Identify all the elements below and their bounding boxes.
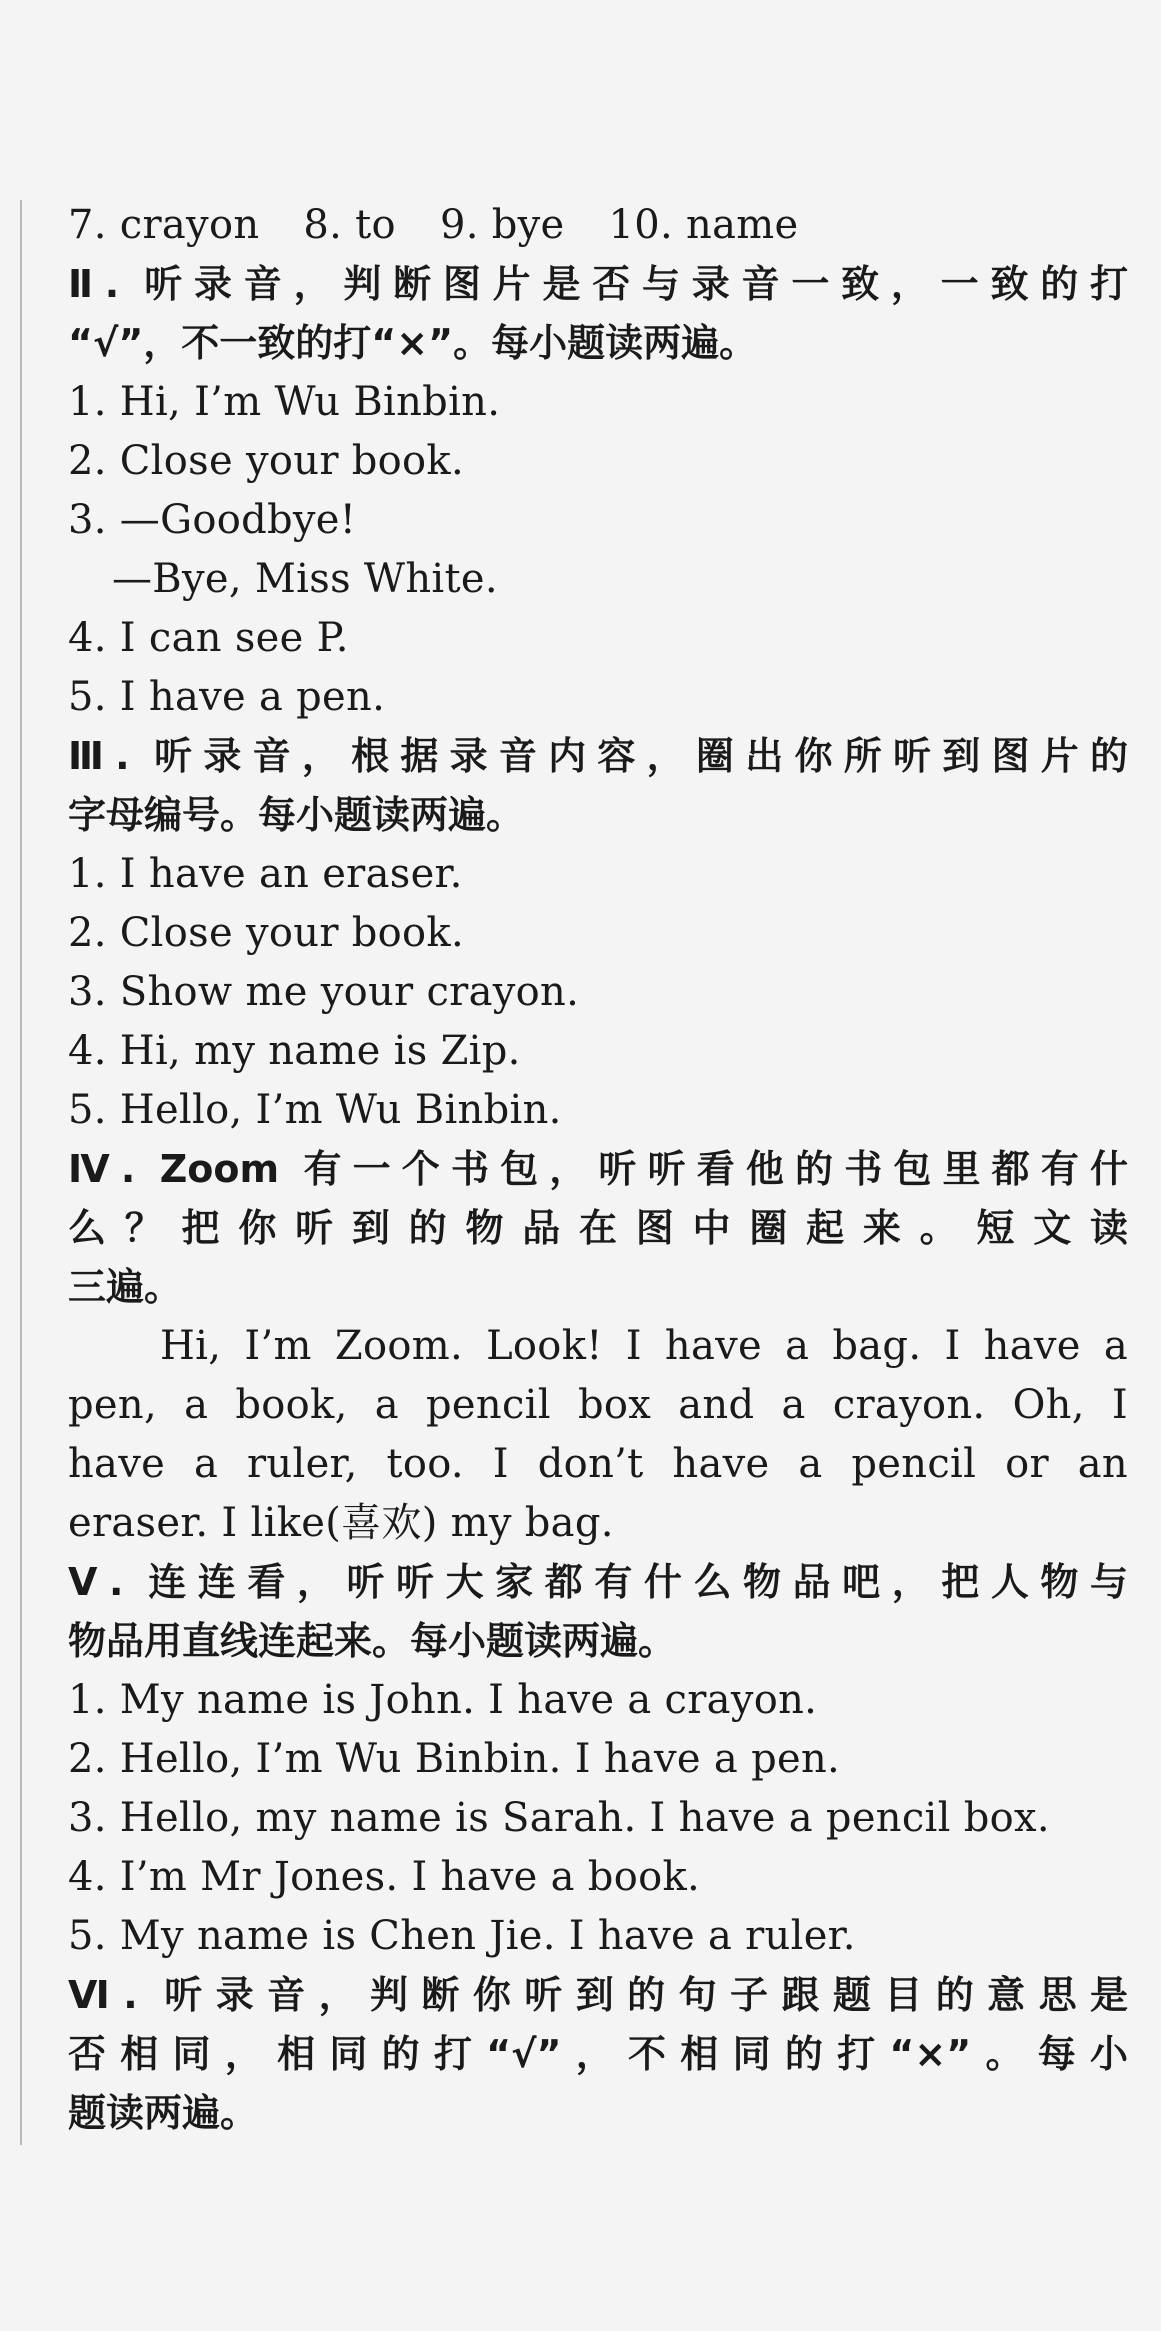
margin-rule	[20, 200, 22, 2145]
section-2-item-1: 1. Hi, I’m Wu Binbin.	[68, 379, 501, 425]
section-3-item-2: 2. Close your book.	[68, 910, 464, 956]
section-5-item-1: 1. My name is John. I have a crayon.	[68, 1677, 818, 1723]
answer-7: 7. crayon	[68, 202, 260, 248]
section-2-item-5: 5. I have a pen.	[68, 674, 386, 720]
section-5-item-5: 5. My name is Chen Jie. I have a ruler.	[68, 1913, 856, 1959]
answer-key-line	[68, 196, 1128, 255]
section-4-passage-line-2: pen, a book, a pencil box and a crayon. Oh, I	[68, 1382, 1128, 1428]
section-4-heading-line-1: Ⅳ. Zoom 有一个书包，听听看他的书包里都有什	[68, 1147, 1128, 1191]
page-content	[68, 196, 1128, 2143]
section-5-heading-line-1: Ⅴ. 连连看，听听大家都有什么物品吧，把人物与	[68, 1560, 1128, 1604]
section-6-heading-line-2: 否相同，相同的打“√”，不相同的打“×”。每小	[68, 2032, 1128, 2076]
section-3-item-5: 5. Hello, I’m Wu Binbin.	[68, 1087, 562, 1133]
section-2-heading-line-2: “√”，不一致的打“×”。每小题读两遍。	[68, 321, 758, 365]
section-4-heading-line-3: 三遍。	[68, 1265, 183, 1309]
section-3-heading-line-1: Ⅲ. 听录音，根据录音内容，圈出你所听到图片的	[68, 734, 1128, 778]
section-3-heading-line-2: 字母编号。每小题读两遍。	[68, 793, 525, 837]
section-5-item-4: 4. I’m Mr Jones. I have a book.	[68, 1854, 701, 1900]
section-5-heading-line-2: 物品用直线连起来。每小题读两遍。	[68, 1619, 677, 1663]
section-4-passage-line-4: eraser. I like(喜欢) my bag.	[68, 1500, 614, 1546]
section-2-item-3a: 3. —Goodbye!	[68, 497, 357, 543]
answer-8: 8. to	[303, 202, 396, 248]
section-3-item-1: 1. I have an eraser.	[68, 851, 463, 897]
section-2-item-3b: —Bye, Miss White.	[112, 556, 498, 602]
section-4-passage-line-3: have a ruler, too. I don’t have a pencil or an	[68, 1441, 1128, 1487]
section-5-item-2: 2. Hello, I’m Wu Binbin. I have a pen.	[68, 1736, 841, 1782]
section-3-item-3: 3. Show me your crayon.	[68, 969, 580, 1015]
section-2-item-4: 4. I can see P.	[68, 615, 349, 661]
section-2-item-2: 2. Close your book.	[68, 438, 464, 484]
answer-10: 10. name	[608, 202, 799, 248]
section-5-item-3: 3. Hello, my name is Sarah. I have a pencil box.	[68, 1795, 1050, 1841]
section-2-heading-line-1: Ⅱ. 听录音，判断图片是否与录音一致，一致的打	[68, 262, 1128, 306]
answer-9: 9. bye	[439, 202, 565, 248]
section-6-heading-line-1: Ⅵ. 听录音，判断你听到的句子跟题目的意思是	[68, 1973, 1128, 2017]
section-3-item-4: 4. Hi, my name is Zip.	[68, 1028, 521, 1074]
section-6-heading-line-3: 题读两遍。	[68, 2091, 259, 2135]
section-4-heading-line-2: 么？把你听到的物品在图中圈起来。短文读	[68, 1206, 1128, 1250]
section-4-passage-line-1: Hi, I’m Zoom. Look! I have a bag. I have a	[160, 1323, 1128, 1369]
